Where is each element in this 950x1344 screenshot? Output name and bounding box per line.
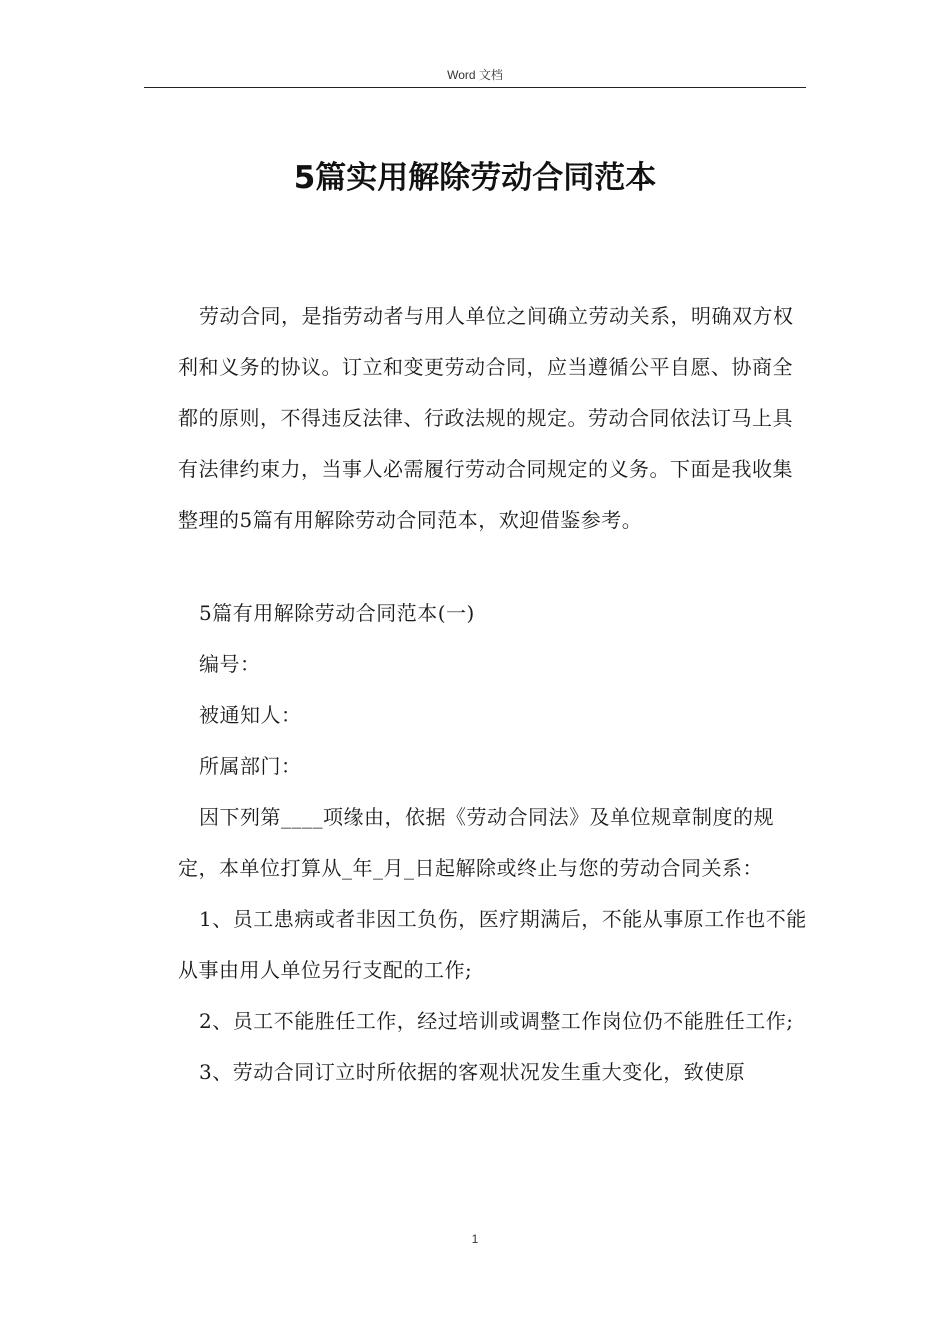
list-item: 3、劳动合同订立时所依据的客观状况发生重大变化，致使原: [199, 1060, 746, 1084]
document-title: 5篇实用解除劳动合同范本: [293, 160, 657, 196]
list-item: 1、员工患病或者非因工负伤，医疗期满后，不能从事原工作也不能从事由用人单位另行支配的工作;: [178, 907, 807, 982]
document-body: [178, 588, 808, 1098]
header-rule: [144, 87, 806, 88]
notice-paragraph: 因下列第____项缘由，依据《劳动合同法》及单位规章制度的规定，本单位打算从_年_月_日起解除或终止与您的劳动合同关系：: [178, 805, 774, 880]
page-header: Word 文档: [447, 68, 503, 82]
department-label: 所属部门：: [199, 754, 302, 778]
recipient-label: 被通知人：: [199, 703, 302, 727]
list-item: 2、员工不能胜任工作，经过培训或调整工作岗位仍不能胜任工作;: [199, 1009, 794, 1033]
intro-paragraph: 劳动合同，是指劳动者与用人单位之间确立劳动关系，明确双方权利和义务的协议。订立和变更劳动合同，应当遵循公平自愿、协商全都的原则，不得违反法律、行政法规的规定。劳动合同依法订马上具有法律约束力，当事人必需履行劳动合同规定的义务。下面是我收集整理的5篇有用解除劳动合同范本，欢迎借鉴参考。: [178, 304, 794, 532]
page-number: 1: [471, 1232, 479, 1246]
number-label: 编号：: [199, 652, 261, 676]
section-title: 5篇有用解除劳动合同范本(一): [199, 601, 475, 625]
